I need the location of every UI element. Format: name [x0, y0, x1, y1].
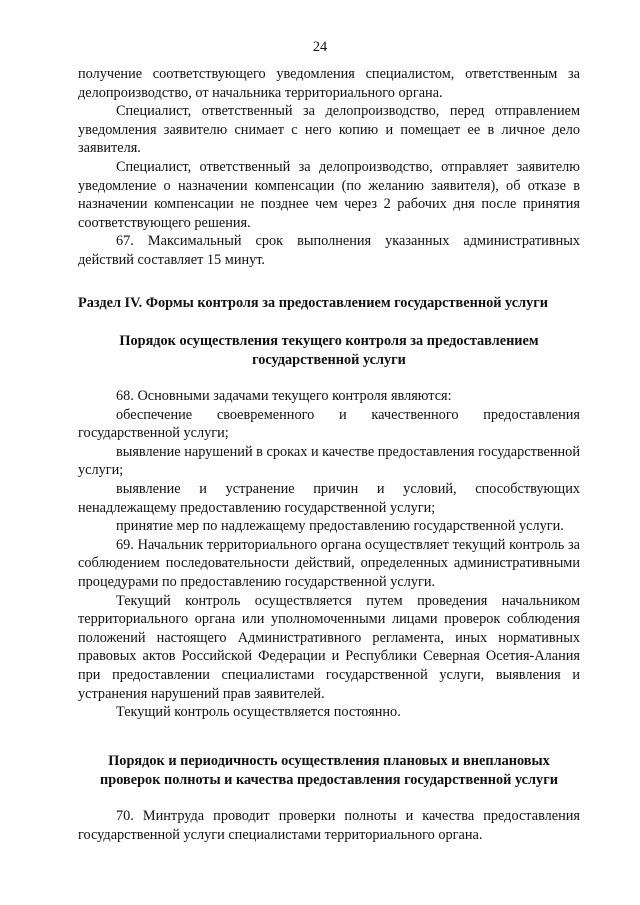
section-iv-heading-block: [78, 294, 580, 313]
paragraph-task-violations: выявление нарушений в сроках и качестве предоставления государственной услуги;: [78, 443, 580, 479]
procedure-text-block: [78, 65, 580, 270]
paragraph-68-tasks: 68. Основными задачами текущего контроля являются:: [116, 388, 452, 404]
paragraph-task-timeliness: обеспечение своевременного и качественного предоставления государственной услуги;: [78, 406, 580, 442]
subheading-current-control: Порядок осуществления текущего контроля за предоставлением государственной услуги: [119, 333, 539, 368]
page-number: 24: [312, 39, 328, 55]
paragraph-control-permanent: Текущий контроль осуществляется постоянно.: [116, 704, 401, 721]
paragraph-67-max-time: 67. Максимальный срок выполнения указанных административных действий составляет 15 минут.: [78, 233, 580, 268]
paragraph-notification-receipt: получение соответствующего уведомления специалистом, ответственным за делопроизводство, от начальника территориального органа.: [78, 66, 580, 101]
subheading-inspections: Порядок и периодичность осуществления плановых и внеплановых проверок полноты и качества предоставления государственной услуги: [100, 753, 558, 788]
paragraph-70-ministry-checks: 70. Минтруда проводит проверки полноты и качества предоставления государственной услуги специалистами территориального органа.: [78, 808, 580, 843]
paragraph-control-inspections: Текущий контроль осуществляется путем проведения начальником территориального органа или уполномоченными лицами проверок соблюдения положений настоящего Административного регламента, иных нормативных правовых актов Российской Федерации и Республики Северная Осетия-Алания при предоставлении специалистами государственной услуги, выявления и устранения нарушений прав заявителей.: [78, 592, 580, 702]
paragraph-task-causes: выявление и устранение причин и условий, способствующих ненадлежащему предоставлению государственной услуги;: [78, 480, 580, 516]
current-control-text-block: [78, 387, 580, 722]
paragraph-copy-to-file: Специалист, ответственный за делопроизводство, перед отправлением уведомления заявителю снимает с него копию и помещает ее в личное дело заявителя.: [78, 103, 580, 157]
paragraph-task-measures: принятие мер по надлежащему предоставлению государственной услуги.: [116, 518, 564, 535]
subheading-inspections-block: [78, 752, 580, 789]
subheading-current-control-block: [78, 332, 580, 369]
inspections-text-block: [78, 807, 580, 844]
paragraph-69-head-control: 69. Начальник территориального органа осуществляет текущий контроль за соблюдением последовательности действий, определенных административными процедурами по предоставлению государственной услуги.: [78, 536, 580, 590]
section-heading: Раздел IV. Формы контроля за предоставлением государственной услуги: [78, 295, 549, 311]
paragraph-send-notification: Специалист, ответственный за делопроизводство, отправляет заявителю уведомление о назначении компенсации (по желанию заявителя), об отказе в назначении компенсации не позднее чем через 2 рабочих дня после принятия соответствующего решения.: [78, 158, 580, 231]
